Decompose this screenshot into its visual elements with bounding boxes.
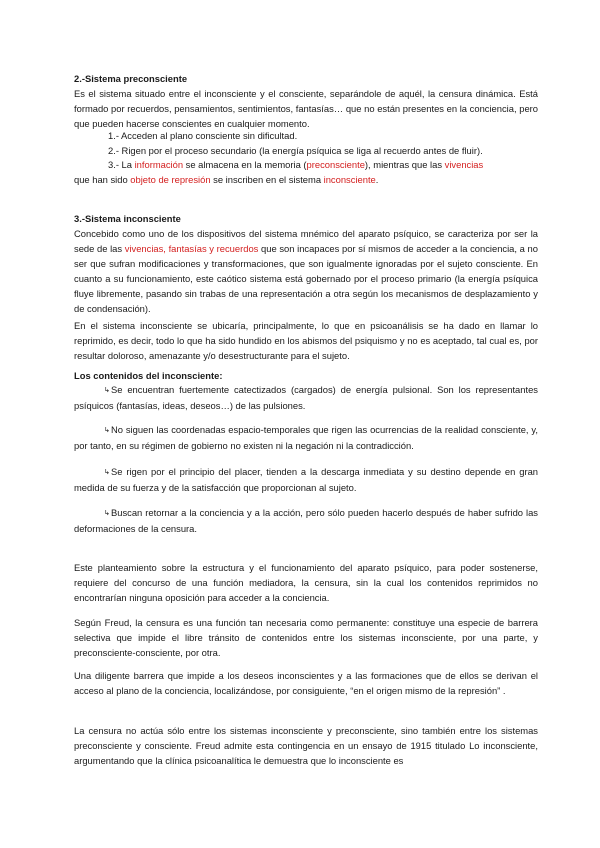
section-3-paragraph-2: En el sistema inconsciente se ubicaría, principalmente, lo que en psicoanálisis se ha dado en llamar lo reprimido, es decir, todo lo que ha sido hundido en los abismos del psiquismo y no es aceptado, tal cual es, por resultar doloroso, amenazante y/o desestructurante para el sujeto. — [74, 320, 538, 361]
content-bullet-1: ↳Se encuentran fuertemente catectizados (cargados) de energía pulsional. Son los representantes psíquicos (fantasías, ideas, deseos…) de las pulsiones. — [74, 384, 538, 411]
highlight-preconsciente: preconsciente — [306, 159, 365, 170]
arrow-bullet-icon: ↳ — [104, 469, 110, 476]
section-3-paragraph-4: Según Freud, la censura es una función tan necesaria como permanente: constituye una especie de barrera selectiva que impide el libre tránsito de contenidos entre los sistemas inconsciente, por una parte, y preconsciente-consciente, por otra. — [74, 617, 538, 658]
section-3-paragraph-1: Concebido como uno de los dispositivos del sistema mnémico del aparato psíquico, se caracteriza por ser la sede de las vivencias, fantasías y recuerdos que son incapaces por sí mismos de acceder a la conciencia, a no ser que sufran modificaciones y transformaciones, que son igualmente ignoradas por el sujeto consciente. En cuanto a su funcionamiento, este caótico sistema está gobernado por el proceso primario (la energía psíquica fluye libremente, pasando sin trabas de una representación a otra según los mecanismos de desplazamiento y de condensación). — [74, 228, 538, 314]
section-2-intro: Es el sistema situado entre el inconsciente y el consciente, separándole de aquél, la censura dinámica. Está formado por recuerdos, pensamientos, sentimientos, fantasías… que no están presentes en la conciencia, pero que pueden hacerse conscientes en cualquier momento. — [74, 88, 538, 129]
section-3-paragraph-3: Este planteamiento sobre la estructura y el funcionamiento del aparato psíquico, para poder sostenerse, requiere del concurso de una función mediadora, la censura, sin la cual los contenidos reprimidos no encontrarían ninguna oposición para acceder a la conciencia. — [74, 562, 538, 603]
section-3-heading: 3.-Sistema inconsciente — [74, 213, 181, 224]
highlight-inconsciente: inconsciente — [323, 174, 376, 185]
highlight-vivencias: vivencias — [444, 159, 484, 170]
arrow-bullet-icon: ↳ — [104, 510, 110, 517]
highlight-vivencias-fantasias-recuerdos: vivencias, fantasías y recuerdos — [124, 243, 259, 254]
section-2-item-1: 1.- Acceden al plano consciente sin dificultad. — [108, 130, 298, 141]
section-3-paragraph-6: La censura no actúa sólo entre los sistemas inconsciente y preconsciente, sino también entre los sistemas preconsciente y consciente. Freud admite esta contingencia en un ensayo de 1915 titulado Lo inconsciente, argumentando que la clínica psicoanalítica le demuestra que lo inconsciente es — [74, 725, 538, 766]
arrow-bullet-icon: ↳ — [104, 387, 110, 394]
section-3-paragraph-5: Una diligente barrera que impide a los deseos inconscientes y a las formaciones que de ellos se derivan el acceso al plano de la conciencia, localizándose, por consiguiente, “en el origen mismo de la represión” . — [74, 670, 538, 696]
content-bullet-2: ↳No siguen las coordenadas espacio-temporales que rigen las ocurrencias de la realidad consciente, y, por tanto, en su régimen de gobierno no existen ni la negación ni la contradicción. — [74, 424, 538, 451]
highlight-informacion: información — [134, 159, 184, 170]
arrow-bullet-icon: ↳ — [104, 427, 110, 434]
section-2-item-2: 2.- Rigen por el proceso secundario (la energía psíquica se liga al recuerdo antes de fluir). — [108, 145, 483, 156]
content-bullet-4: ↳Buscan retornar a la conciencia y a la acción, pero sólo pueden hacerlo después de haber sufrido las deformaciones de la censura. — [74, 507, 538, 534]
content-bullet-3: ↳Se rigen por el principio del placer, tienden a la descarga inmediata y su destino depende en gran medida de su fuerza y de la satisfacción que proporcionan al sujeto. — [74, 466, 538, 493]
highlight-objeto-de-represion: objeto de represión — [130, 174, 211, 185]
contents-heading: Los contenidos del inconsciente: — [74, 370, 223, 381]
section-2-heading: 2.-Sistema preconsciente — [74, 73, 188, 84]
section-2-item-3: 3.- La información se almacena en la memoria (preconsciente), mientras que las vivencias que han sido objeto de represión se inscriben en el sistema inconsciente. — [74, 159, 484, 185]
